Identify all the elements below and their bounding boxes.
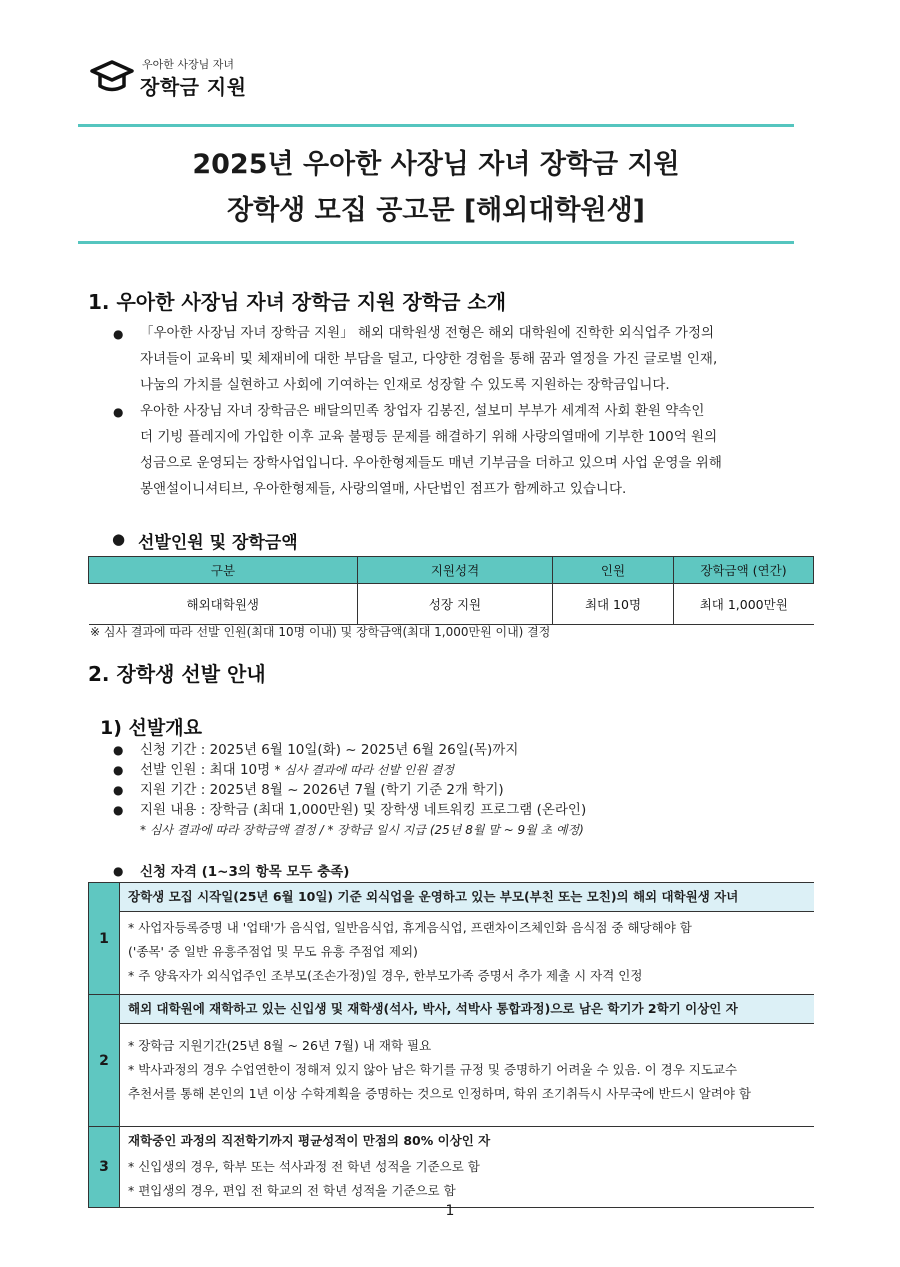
overview-note [140,820,586,840]
italic-note: * 심사 결과에 따라 선발 인원 결정 [274,763,455,777]
row-number: 3 [89,1127,120,1208]
table-row [89,995,815,1024]
bullet-dot: ● [113,783,124,797]
text-line: 봉앤설이니셔티브, 우아한형제들, 사랑의열매, 사단법인 점프가 함께하고 있습니다. [140,481,627,497]
text: 선발 인원 : 최대 10명 [140,762,275,778]
logo [90,56,290,100]
row-body [120,912,815,995]
overview-list [140,740,586,840]
table-cell: 해외대학원생 [89,584,358,625]
table-header-row [89,557,814,584]
row-title: 재학중인 과정의 직전학기까지 평균성적이 만점의 80% 이상인 자 [120,1127,815,1156]
section1-heading: 1. 우아한 사장님 자녀 장학금 지원 장학금 소개 [88,290,507,314]
text-line: * 박사과정의 경우 수업연한이 정해져 있지 않아 남은 학기를 규정 및 증명하기 어려울 수 있음. 이 경우 지도교수 [128,1062,738,1077]
text-line: 성금으로 운영되는 장학사업입니다. 우아한형제들도 매년 기부금을 더하고 있으며 사업 운영을 위해 [140,455,722,471]
text: 신청 기간 : 2025년 6월 10일(화) ~ 2025년 6월 26일(목)까지 [140,742,519,758]
text-line: * 편입생의 경우, 편입 전 학교의 전 학년 성적을 기준으로 함 [128,1183,456,1198]
page-number: 1 [445,1203,455,1219]
eligibility-table [88,882,814,1208]
title-top-rule [78,124,794,127]
overview-item [140,780,586,800]
text-line: 나눔의 가치를 실현하고 사회에 기여하는 인재로 성장할 수 있도록 지원하는 장학금입니다. [140,377,670,393]
intro-paragraph-2 [140,398,780,502]
table-header: 장학금액 (연간) [674,557,814,584]
row-body [120,1024,815,1127]
table-row [89,912,815,995]
italic-note: * 심사 결과에 따라 장학금액 결정 / * 장학금 일시 지급 (25년 8월 말 ~ 9월 초 예정) [140,823,584,837]
selection-table [88,556,814,625]
text-line: 우아한 사장님 자녀 장학금은 배달의민족 창업자 김봉진, 설보미 부부가 세계적 사회 환원 약속인 [140,403,705,419]
table-row [89,883,815,912]
bullet-dot: ● [113,405,124,419]
bullet-dot: ● [113,763,124,777]
logo-subtitle: 우아한 사장님 자녀 [142,58,235,71]
title-bottom-rule [78,241,794,244]
table-header: 구분 [89,557,358,584]
bullet-dot: ● [113,327,124,341]
text: 지원 내용 : 장학금 (최대 1,000만원) 및 장학생 네트워킹 프로그램 (온라인) [140,802,587,818]
bullet-dot: ● [113,864,124,878]
text: 지원 기간 : 2025년 8월 ~ 2026년 7월 (학기 기준 2개 학기) [140,782,504,798]
logo-title: 장학금 지원 [140,75,247,99]
table-cell: 성장 지원 [358,584,553,625]
overview-item [140,740,586,760]
text-line: ('종목' 중 일반 유흥주점업 및 무도 유흥 주점업 제외) [128,944,418,959]
text-line: 「우아한 사장님 자녀 장학금 지원」 해외 대학원생 전형은 해외 대학원에 진학한 외식업주 가정의 [140,325,715,341]
page-title-line2: 장학생 모집 공고문 [해외대학원생] [226,195,646,226]
graduation-cap-icon [90,60,134,94]
table-header: 인원 [553,557,674,584]
row-number: 2 [89,995,120,1127]
row-body [120,1155,815,1208]
intro-paragraph-1 [140,320,780,398]
table-row [89,584,814,625]
table-row [89,1024,815,1127]
overview-item [140,760,586,780]
text-line: * 주 양육자가 외식업주인 조부모(조손가정)일 경우, 한부모가족 증명서 추가 제출 시 자격 인정 [128,968,643,983]
bullet-dot: ● [113,743,124,757]
text-line: * 사업자등록증명 내 '업태'가 음식업, 일반음식업, 휴게음식업, 프랜차이즈체인화 음식점 중 해당해야 함 [128,920,692,935]
row-title: 해외 대학원에 재학하고 있는 신입생 및 재학생(석사, 박사, 석박사 통합과정)으로 남은 학기가 2학기 이상인 자 [120,995,815,1024]
selection-note: ※ 심사 결과에 따라 선발 인원(최대 10명 이내) 및 장학금액(최대 1,000만원 이내) 결정 [90,625,551,639]
row-number: 1 [89,883,120,995]
page-title-line1: 2025년 우아한 사장님 자녀 장학금 지원 [192,149,680,180]
table-row [89,1155,815,1208]
row-title: 장학생 모집 시작일(25년 6월 10일) 기준 외식업을 운영하고 있는 부모(부친 또는 모친)의 해외 대학원생 자녀 [120,883,815,912]
table-header: 지원성격 [358,557,553,584]
text-line: 추천서를 통해 본인의 1년 이상 수학계획을 증명하는 것으로 인정하며, 학위 조기취득시 사무국에 반드시 알려야 함 [128,1086,752,1101]
text-line: * 장학금 지원기간(25년 8월 ~ 26년 7월) 내 재학 필요 [128,1038,432,1053]
text-line: * 신입생의 경우, 학부 또는 석사과정 전 학년 성적을 기준으로 함 [128,1159,480,1174]
text-line: 더 기빙 플레지에 가입한 이후 교육 불평등 문제를 해결하기 위해 사랑의열매에 기부한 100억 원의 [140,429,718,445]
table-cell: 최대 10명 [553,584,674,625]
table-cell: 최대 1,000만원 [674,584,814,625]
overview-item [140,800,586,820]
bullet-dot: ● [112,530,126,548]
bullet-dot: ● [113,803,124,817]
table-row [89,1127,815,1156]
selection-heading: 선발인원 및 장학금액 [138,533,298,553]
section2-heading: 2. 장학생 선발 안내 [88,662,266,686]
eligibility-heading: 신청 자격 (1~3의 항목 모두 충족) [140,864,350,880]
overview-heading: 1) 선발개요 [100,717,202,739]
text-line: 자녀들이 교육비 및 체재비에 대한 부담을 덜고, 다양한 경험을 통해 꿈과 열정을 가진 글로벌 인재, [140,351,718,367]
